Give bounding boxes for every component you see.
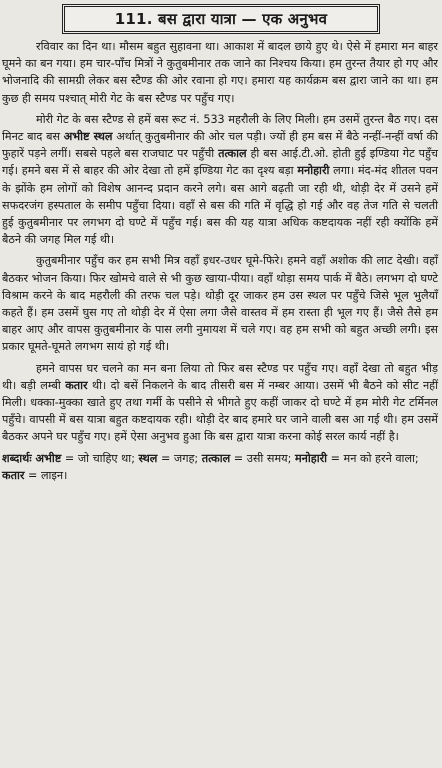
text-run: = जो चाहिए था;: [61, 451, 139, 465]
text-run: लगा। मंद-मंद शीतल पवन के झोंके हम लोगों को विशेष आनन्द प्रदान करने लगे। बस आगे बढ़ती जा रही थी, थोड़ी देर में उसने हमें सफदरजंग हस्पताल के समीप पहुँचा दिया। वहाँ से बस की गति में वृद्धि हो गई और वह तेज गति से चलती हुई कुतुबमीनार पर लगभग दो घण्टे में पहुँच गई। बस की यह यात्रा अधिक कष्टदायक नहीं रही क्योंकि हमें बैठने की जगह मिल गई थी।: [2, 164, 439, 247]
bold-term: कतार: [2, 468, 25, 482]
paragraph-1: [2, 38, 438, 107]
bold-term: अभीष्ट स्थल: [63, 130, 113, 144]
paragraph-2: [2, 111, 438, 249]
text-run: हमने वापस घर चलने का मन बना लिया तो फिर बस स्टैण्ड पर पहुँच गए। वहाँ देखा तो बहुत भीड़ थी। बड़ी लम्बी: [2, 361, 438, 392]
bold-term: मनोहारी: [294, 451, 328, 465]
text-run: मोरी गेट के बस स्टैण्ड से हमें बस रूट नं. 533 महरौली के लिए मिली। हम उसमें तुरन्त बैठ गए। दस मिनट बाद बस: [2, 112, 438, 144]
essay-title: 111. बस द्वारा यात्रा — एक अनुभव: [62, 4, 380, 34]
text-run: ही बस आई.टी.ओ. होती हुई इण्डिया गेट पहुँच गई। हमने बस में से बाहर की ओर देखा तो हमें इण्डिया गेट का दृश्य बड़ा: [2, 147, 438, 178]
text-run: = उसी समय;: [230, 451, 295, 465]
glossary: [2, 450, 438, 484]
text-run: थी। दो बसें निकलने के बाद तीसरी बस में नम्बर आया। उसमें भी बैठने को सीट नहीं मिली। धक्का-मुक्का खाते हुए तथा गर्मी के पसीने से भीगते हुए कहीं जाकर दो घण्टे में हम मोरी गेट टर्मिनल पहुँचे। वापसी में बस यात्रा बहुत कष्टदायक रही। थोड़ी देर बाद हमारे घर जाने वाली बस आ गई थी। हम उसमें बैठकर अपने घर पहुँच गए। हमें ऐसा अनुभव हुआ कि बस द्वारा यात्रा करना कोई सरल कार्य नहीं है।: [2, 378, 439, 444]
text-run: अर्थात् कुतुबमीनार की ओर चल पड़ी। ज्यों ही हम बस में बैठे नन्हीं-नन्हीं वर्षा की फुहारें पड़ने लगीं। सबसे पहले बस राजघाट पर पहुँची: [2, 130, 439, 161]
bold-term: स्थल: [138, 451, 158, 465]
text-run: = मन को हरने वाला;: [327, 451, 419, 465]
essay-body: [2, 38, 438, 484]
bold-term: तत्काल: [218, 147, 247, 161]
bold-term: मनोहारी: [297, 164, 330, 178]
text-run: रविवार का दिन था। मौसम बहुत सुहावना था। आकाश में बादल छाये हुए थे। ऐसे में हमारा मन बाहर घूमने का बन गया। हम चार-पाँच मित्रों ने कुतुबमीनार तक जाने का निश्चय किया। हम तुरन्त तैयार हो गए और भोजनादि की सामग्री लेकर बस स्टैण्ड की ओर रवाना हो गए। हमारा यह कार्यक्रम बस द्वारा जाने का था। हम कुछ ही समय पश्चात् मोरी गेट के बस स्टैण्ड पर पहुँच गए।: [2, 40, 438, 105]
bold-term: तत्काल: [201, 451, 231, 465]
bold-term: कतार: [65, 378, 88, 392]
paragraph-3: [2, 252, 438, 355]
text-run: = जगह;: [157, 451, 202, 465]
text-run: कुतुबमीनार पहुँच कर हम सभी मित्र वहाँ इधर-उधर घूमे-फिरे। हमने वहाँ अशोक की लाट देखी। वहाँ बैठकर भोजन किया। फिर खोमचे वाले से भी कुछ खाया-पीया। वहाँ थोड़ा समय पार्क में बैठे। लगभग दो घण्टे विश्राम करने के बाद महरौली की तरफ चल पड़े। थोड़ी दूर जाकर हम उस स्थल पर पहुँचे जिसे भूल भुलैयाँ कहते हैं। हम उसमें घुस गए तो थोड़ी देर में ऐसा लगा जैसे वास्तव में हम रास्ता ही भूल गए हैं। जैसे तैसे हम बाहर आए और वापस कुतुबमीनार के पास लगी नुमायश में चले गए। वह हम सभी को बहुत अच्छी लगी। इस प्रकार घूमते-घूमते लगभग सायं हो गई थी।: [2, 254, 438, 354]
bold-term: शब्दार्थः अभीष्ट: [2, 451, 62, 465]
text-run: = लाइन।: [24, 468, 68, 482]
paragraph-4: [2, 360, 438, 446]
